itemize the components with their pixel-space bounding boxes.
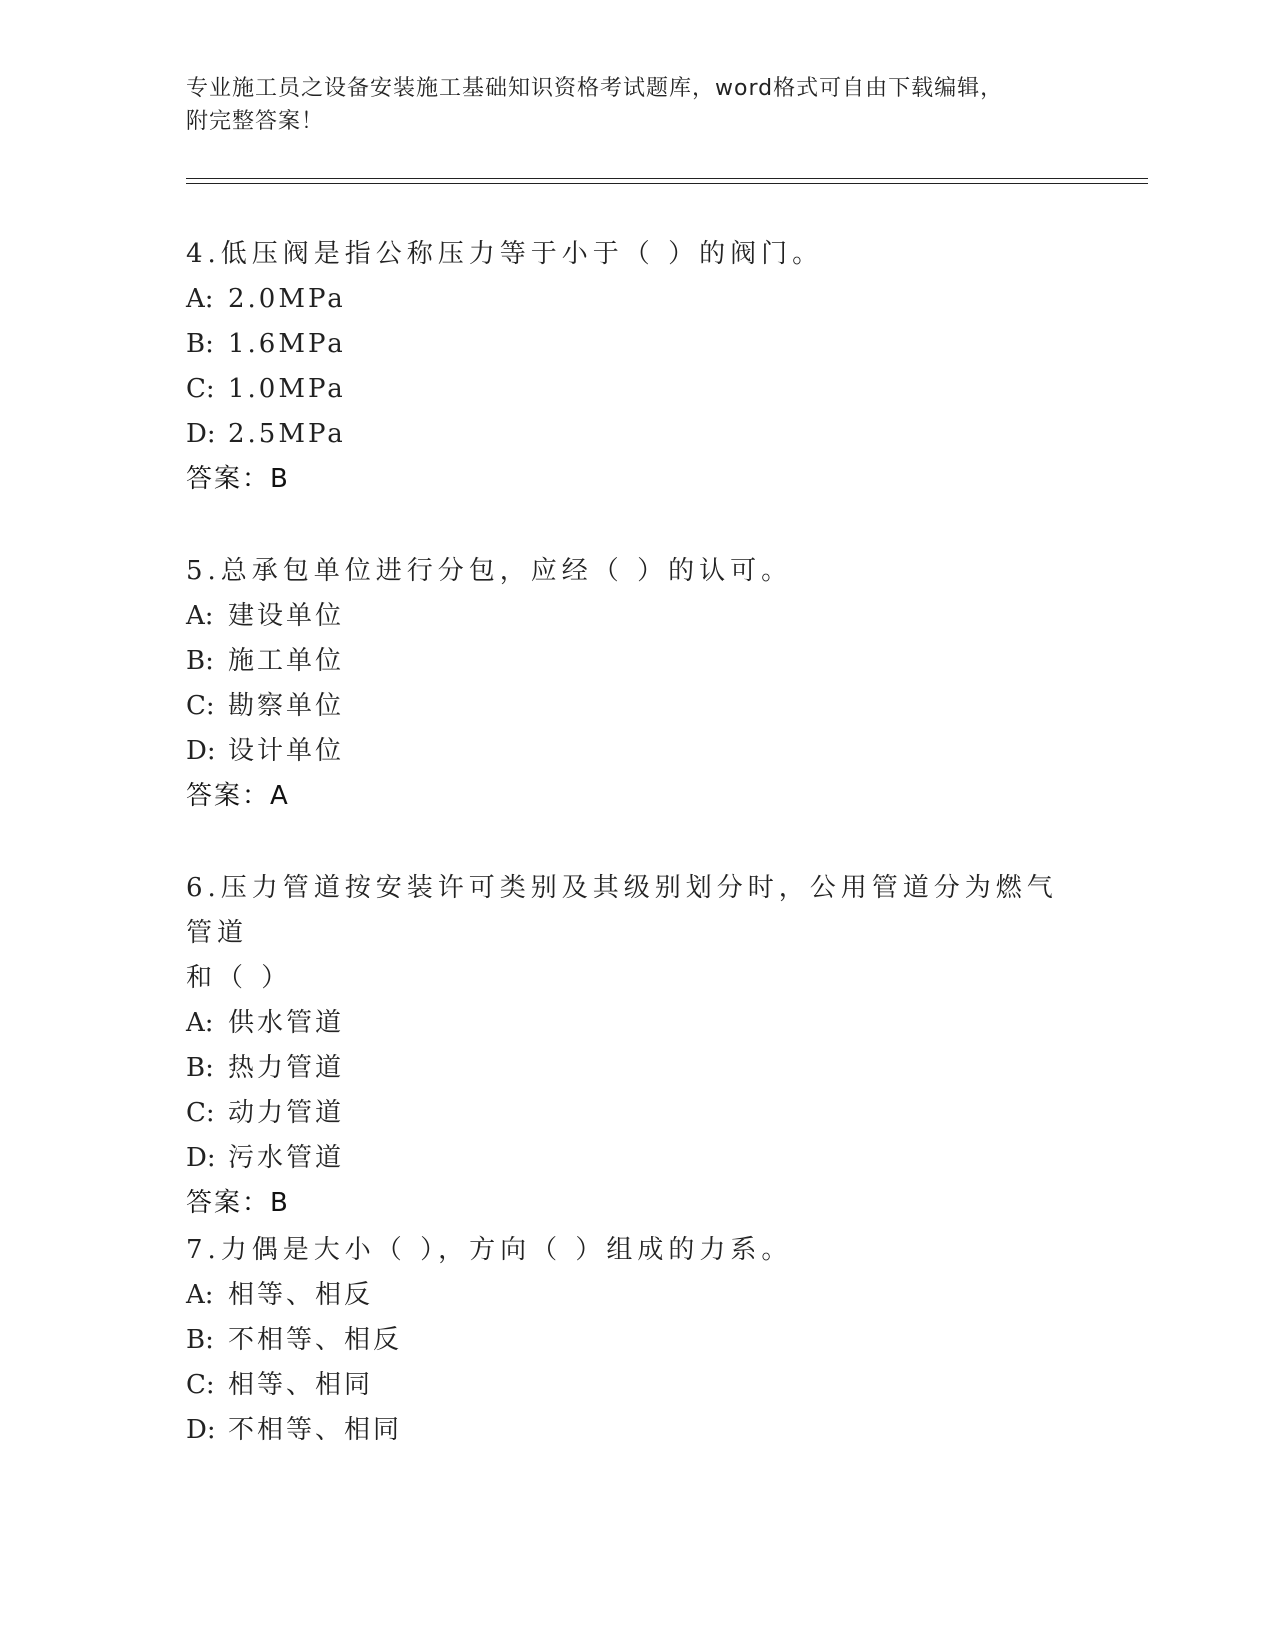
option-d [186, 412, 1086, 457]
question-text: 7.力偶是大小（ ），方向（ ）组成的力系。 [186, 1235, 793, 1265]
option-text: 施工单位 [228, 646, 345, 676]
answer-line: 答案：A [186, 781, 290, 811]
option-letter: C: [186, 1370, 215, 1400]
option-c [186, 1363, 1086, 1408]
option-letter: B: [186, 1325, 214, 1355]
option-text: 不相等、相同 [228, 1415, 403, 1445]
option-text: 2.5MPa [228, 419, 346, 449]
option-text: 相等、相同 [228, 1370, 374, 1400]
option-text: 动力管道 [228, 1098, 345, 1128]
option-letter: D: [186, 1143, 216, 1173]
option-letter: D: [186, 1415, 216, 1445]
option-d [186, 1408, 1086, 1453]
option-letter: D: [186, 419, 216, 449]
option-text: 建设单位 [228, 601, 345, 631]
option-text: 不相等、相反 [228, 1325, 403, 1355]
option-d [186, 1136, 1086, 1181]
option-c [186, 1091, 1086, 1136]
document-header [186, 72, 1086, 138]
option-a [186, 277, 1086, 322]
option-letter: D: [186, 736, 216, 766]
header-divider-top [186, 178, 1148, 179]
option-text: 供水管道 [228, 1008, 345, 1038]
option-letter: B: [186, 329, 214, 359]
header-line-1: 专业施工员之设备安装施工基础知识资格考试题库，word格式可自由下载编辑， [186, 76, 1004, 101]
option-text: 污水管道 [228, 1143, 345, 1173]
option-a [186, 594, 1086, 639]
option-text: 2.0MPa [228, 284, 346, 314]
option-b [186, 1318, 1086, 1363]
option-letter: A: [186, 1008, 214, 1038]
option-d [186, 729, 1086, 774]
option-b [186, 322, 1086, 367]
option-b [186, 1046, 1086, 1091]
option-letter: A: [186, 1280, 214, 1310]
option-letter: A: [186, 284, 214, 314]
header-line-2: 附完整答案！ [186, 109, 325, 134]
option-a [186, 1273, 1086, 1318]
option-a [186, 1001, 1086, 1046]
option-letter: B: [186, 1053, 214, 1083]
question-6 [186, 866, 1086, 1226]
answer-line: 答案：B [186, 1188, 290, 1218]
question-5 [186, 549, 1086, 819]
option-letter: C: [186, 691, 215, 721]
question-text: 4.低压阀是指公称压力等于小于（ ）的阀门。 [186, 239, 824, 269]
option-text: 热力管道 [228, 1053, 345, 1083]
option-letter: A: [186, 601, 214, 631]
option-text: 设计单位 [228, 736, 345, 766]
header-divider-bottom [186, 183, 1148, 184]
question-text-line-1: 6.压力管道按安装许可类别及其级别划分时，公用管道分为燃气管道 [186, 873, 1058, 948]
option-c [186, 367, 1086, 412]
option-text: 1.6MPa [228, 329, 346, 359]
option-c [186, 684, 1086, 729]
option-text: 勘察单位 [228, 691, 345, 721]
option-b [186, 639, 1086, 684]
option-letter: B: [186, 646, 214, 676]
option-letter: C: [186, 374, 215, 404]
question-text: 5.总承包单位进行分包，应经（ ）的认可。 [186, 556, 793, 586]
answer-line: 答案：B [186, 464, 290, 494]
question-text-line-2: 和（ ） [186, 963, 293, 993]
question-7 [186, 1228, 1086, 1453]
option-text: 1.0MPa [228, 374, 346, 404]
question-4 [186, 232, 1086, 502]
option-letter: C: [186, 1098, 215, 1128]
option-text: 相等、相反 [228, 1280, 374, 1310]
